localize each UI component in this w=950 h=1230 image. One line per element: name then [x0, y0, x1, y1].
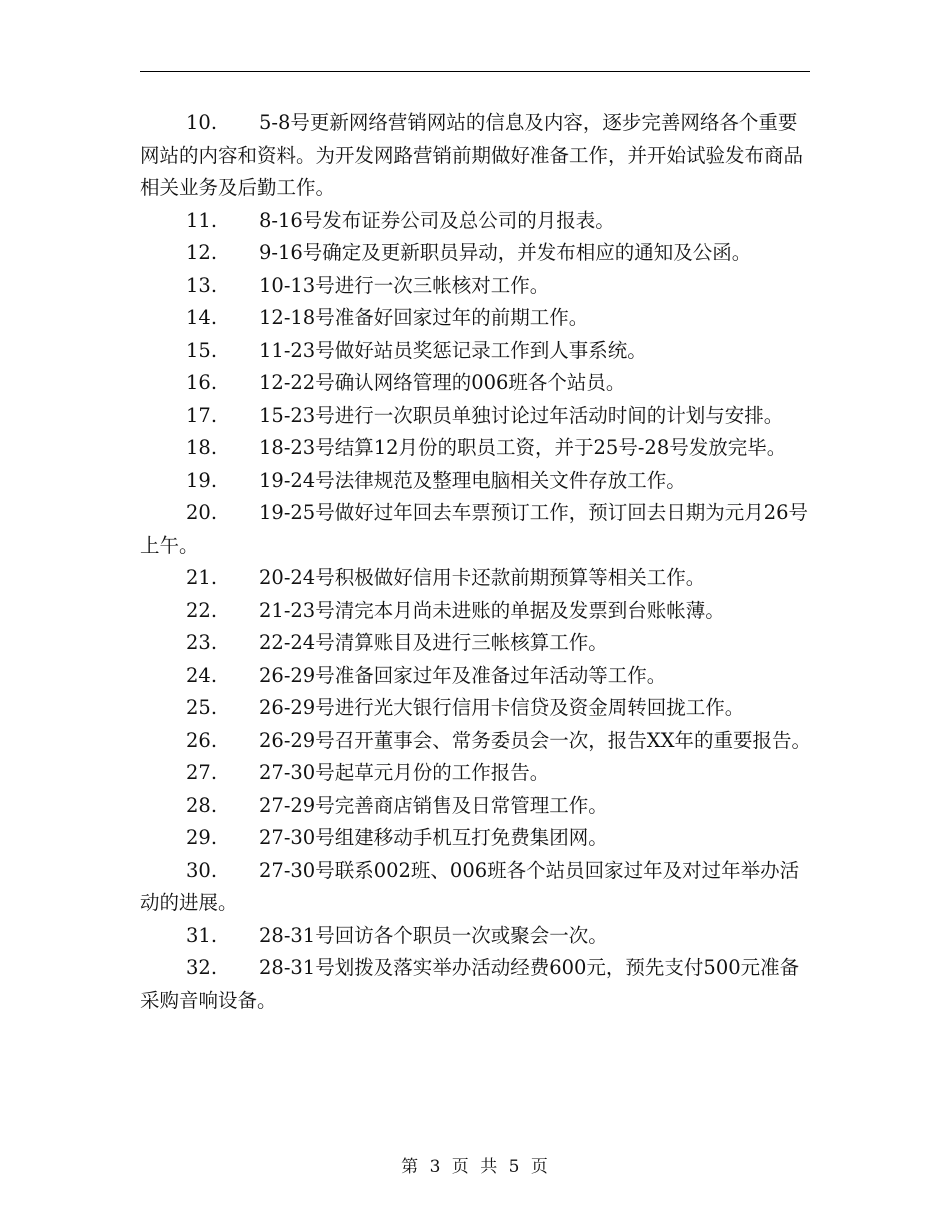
item-number: 32. [186, 956, 218, 979]
item-number: 28. [186, 793, 218, 817]
item-number: 11. [186, 208, 218, 232]
item-text: 9-16号确定及更新职员异动，并发布相应的通知及公函。 [259, 241, 752, 264]
list-item [140, 757, 812, 790]
list-item [140, 107, 812, 205]
list-item [140, 302, 812, 335]
item-text: 26-29号进行光大银行信用卡信贷及资金周转回拢工作。 [259, 696, 745, 719]
item-text: 12-22号确认网络管理的006班各个站员。 [259, 371, 626, 394]
item-text: 28-31号划拨及落实举办活动经费600元，预先支付500元准备采购音响设备。 [140, 956, 800, 1012]
list-item [140, 497, 812, 562]
item-text: 18-23号结算12月份的职员工资，并于25号-28号发放完毕。 [259, 436, 787, 459]
item-text: 19-25号做好过年回去车票预订工作，预订回去日期为元月26号上午。 [140, 501, 809, 557]
item-text: 15-23号进行一次职员单独讨论过年活动时间的计划与安排。 [259, 403, 784, 427]
item-text: 26-29号召开董事会、常务委员会一次，报告XX年的重要报告。 [259, 728, 811, 752]
item-number: 24. [186, 663, 218, 687]
list-item [140, 920, 812, 953]
list-item [140, 237, 812, 270]
item-number: 19. [186, 468, 218, 492]
item-text: 11-23号做好站员奖惩记录工作到人事系统。 [259, 338, 647, 362]
list-item [140, 205, 812, 238]
item-number: 29. [186, 826, 218, 849]
list-item [140, 465, 812, 498]
list-item [140, 822, 812, 855]
list-item [140, 660, 812, 693]
item-number: 26. [186, 728, 218, 752]
item-number: 30. [186, 858, 218, 882]
item-text: 22-24号清算账目及进行三帐核算工作。 [259, 631, 608, 654]
document-body [140, 107, 812, 1017]
item-number: 27. [186, 761, 218, 784]
item-number: 14. [186, 306, 218, 329]
list-item [140, 400, 812, 433]
list-item [140, 855, 812, 920]
item-number: 16. [186, 371, 218, 394]
list-item [140, 335, 812, 368]
item-text: 27-30号组建移动手机互打免费集团网。 [259, 826, 608, 849]
item-text: 27-30号起草元月份的工作报告。 [259, 761, 550, 784]
item-number: 13. [186, 273, 218, 297]
item-text: 20-24号积极做好信用卡还款前期预算等相关工作。 [259, 566, 706, 589]
list-item [140, 725, 812, 758]
item-text: 27-30号联系002班、006班各个站员回家过年及对过年举办活动的进展。 [140, 858, 800, 914]
header-rule [140, 71, 810, 72]
item-number: 20. [186, 501, 218, 524]
item-text: 10-13号进行一次三帐核对工作。 [259, 273, 550, 297]
list-item [140, 790, 812, 823]
list-item [140, 432, 812, 465]
item-number: 23. [186, 631, 218, 654]
item-text: 27-29号完善商店销售及日常管理工作。 [259, 793, 608, 817]
item-text: 12-18号准备好回家过年的前期工作。 [259, 306, 589, 329]
list-item [140, 595, 812, 628]
list-item [140, 627, 812, 660]
item-text: 5-8号更新网络营销网站的信息及内容，逐步完善网络各个重要网站的内容和资料。为开发网路营销前期做好准备工作，并开始试验发布商品相关业务及后勤工作。 [140, 111, 804, 199]
item-text: 21-23号清完本月尚未进账的单据及发票到台账帐薄。 [259, 598, 725, 622]
item-text: 8-16号发布证券公司及总公司的月报表。 [259, 208, 615, 232]
item-text: 26-29号准备回家过年及准备过年活动等工作。 [259, 663, 667, 687]
item-number: 10. [186, 111, 218, 134]
item-text: 28-31号回访各个职员一次或聚会一次。 [259, 923, 608, 947]
list-item [140, 562, 812, 595]
item-number: 21. [186, 566, 218, 589]
list-item [140, 270, 812, 303]
item-number: 31. [186, 923, 218, 947]
item-number: 18. [186, 436, 218, 459]
page-footer: 第 3 页 共 5 页 [401, 1157, 549, 1177]
item-number: 25. [186, 696, 218, 719]
item-number: 17. [186, 403, 218, 427]
list-item [140, 692, 812, 725]
item-number: 15. [186, 338, 218, 362]
list-item [140, 367, 812, 400]
item-number: 22. [186, 598, 218, 622]
list-item [140, 952, 812, 1017]
item-text: 19-24号法律规范及整理电脑相关文件存放工作。 [259, 468, 686, 492]
item-number: 12. [186, 241, 218, 264]
